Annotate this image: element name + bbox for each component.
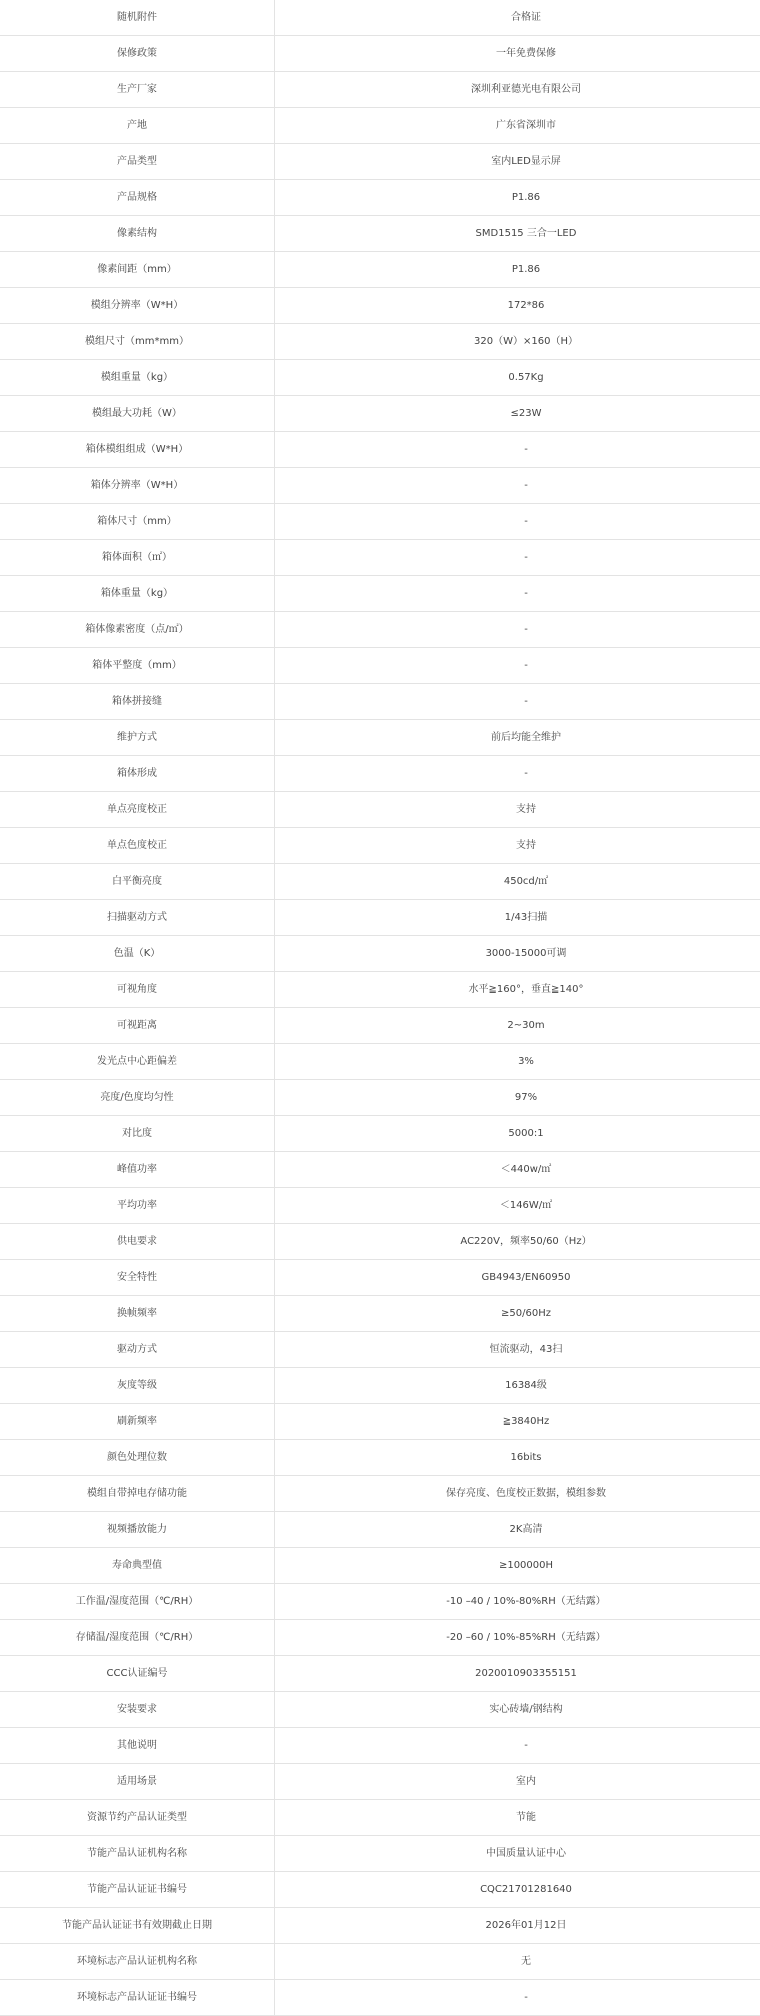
spec-label: 保修政策 bbox=[0, 36, 275, 72]
spec-label: 可视角度 bbox=[0, 972, 275, 1008]
spec-row bbox=[0, 1404, 760, 1440]
spec-row bbox=[0, 1872, 760, 1908]
spec-value: 前后均能全维护 bbox=[275, 720, 760, 756]
spec-row bbox=[0, 612, 760, 648]
spec-label: 亮度/色度均匀性 bbox=[0, 1080, 275, 1116]
spec-value: 室内LED显示屏 bbox=[275, 144, 760, 180]
spec-value: CQC21701281640 bbox=[275, 1872, 760, 1908]
spec-label: 换帧频率 bbox=[0, 1296, 275, 1332]
spec-value: 保存亮度、色度校正数据，模组参数 bbox=[275, 1476, 760, 1512]
spec-row bbox=[0, 108, 760, 144]
spec-value: -20 –60 / 10%-85%RH（无结露） bbox=[275, 1620, 760, 1656]
spec-label: 节能产品认证证书编号 bbox=[0, 1872, 275, 1908]
spec-value: 支持 bbox=[275, 828, 760, 864]
spec-row bbox=[0, 540, 760, 576]
spec-row bbox=[0, 180, 760, 216]
spec-value: 450cd/㎡ bbox=[275, 864, 760, 900]
spec-value: 室内 bbox=[275, 1764, 760, 1800]
spec-label: 箱体拼接缝 bbox=[0, 684, 275, 720]
spec-value: 深圳利亚德光电有限公司 bbox=[275, 72, 760, 108]
spec-row bbox=[0, 936, 760, 972]
spec-value: 一年免费保修 bbox=[275, 36, 760, 72]
spec-label: 可视距离 bbox=[0, 1008, 275, 1044]
spec-row bbox=[0, 468, 760, 504]
spec-label: 环境标志产品认证证书编号 bbox=[0, 1980, 275, 2016]
spec-value: - bbox=[275, 540, 760, 576]
spec-row bbox=[0, 1764, 760, 1800]
spec-label: 平均功率 bbox=[0, 1188, 275, 1224]
spec-row bbox=[0, 504, 760, 540]
spec-label: 模组分辨率（W*H） bbox=[0, 288, 275, 324]
spec-row bbox=[0, 1692, 760, 1728]
spec-label: 箱体重量（kg） bbox=[0, 576, 275, 612]
spec-row bbox=[0, 828, 760, 864]
spec-value: 恒流驱动，43扫 bbox=[275, 1332, 760, 1368]
spec-row bbox=[0, 144, 760, 180]
spec-label: 颜色处理位数 bbox=[0, 1440, 275, 1476]
spec-value: -10 –40 / 10%-80%RH（无结露） bbox=[275, 1584, 760, 1620]
spec-value: 320（W）×160（H） bbox=[275, 324, 760, 360]
spec-row bbox=[0, 1800, 760, 1836]
spec-value: 实心砖墙/钢结构 bbox=[275, 1692, 760, 1728]
spec-value: 广东省深圳市 bbox=[275, 108, 760, 144]
spec-value: 2~30m bbox=[275, 1008, 760, 1044]
spec-label: CCC认证编号 bbox=[0, 1656, 275, 1692]
spec-label: 单点亮度校正 bbox=[0, 792, 275, 828]
spec-label: 安全特性 bbox=[0, 1260, 275, 1296]
spec-label: 随机附件 bbox=[0, 0, 275, 36]
spec-row bbox=[0, 1008, 760, 1044]
spec-row bbox=[0, 0, 760, 36]
spec-row bbox=[0, 1080, 760, 1116]
spec-label: 适用场景 bbox=[0, 1764, 275, 1800]
spec-row bbox=[0, 360, 760, 396]
spec-label: 箱体形成 bbox=[0, 756, 275, 792]
spec-value: 合格证 bbox=[275, 0, 760, 36]
spec-row bbox=[0, 1332, 760, 1368]
spec-label: 模组尺寸（mm*mm） bbox=[0, 324, 275, 360]
spec-value: ＜440w/㎡ bbox=[275, 1152, 760, 1188]
spec-row bbox=[0, 72, 760, 108]
spec-label: 色温（K） bbox=[0, 936, 275, 972]
spec-value: 水平≧160°，垂直≧140° bbox=[275, 972, 760, 1008]
spec-row bbox=[0, 1476, 760, 1512]
spec-row bbox=[0, 1368, 760, 1404]
spec-value: - bbox=[275, 432, 760, 468]
spec-label: 节能产品认证机构名称 bbox=[0, 1836, 275, 1872]
spec-label: 单点色度校正 bbox=[0, 828, 275, 864]
spec-row bbox=[0, 720, 760, 756]
spec-row bbox=[0, 684, 760, 720]
spec-label: 视频播放能力 bbox=[0, 1512, 275, 1548]
spec-row bbox=[0, 756, 760, 792]
spec-row bbox=[0, 1908, 760, 1944]
spec-value: ≤23W bbox=[275, 396, 760, 432]
spec-row bbox=[0, 1584, 760, 1620]
spec-row bbox=[0, 1980, 760, 2016]
spec-value: ≥50/60Hz bbox=[275, 1296, 760, 1332]
spec-label: 模组最大功耗（W） bbox=[0, 396, 275, 432]
spec-value: 3000-15000可调 bbox=[275, 936, 760, 972]
spec-value: 节能 bbox=[275, 1800, 760, 1836]
spec-label: 产品规格 bbox=[0, 180, 275, 216]
spec-row bbox=[0, 216, 760, 252]
spec-label: 模组重量（kg） bbox=[0, 360, 275, 396]
spec-row bbox=[0, 1260, 760, 1296]
spec-value: ≥100000H bbox=[275, 1548, 760, 1584]
spec-row bbox=[0, 648, 760, 684]
spec-label: 发光点中心距偏差 bbox=[0, 1044, 275, 1080]
spec-label: 扫描驱动方式 bbox=[0, 900, 275, 936]
spec-row bbox=[0, 252, 760, 288]
spec-value: 97% bbox=[275, 1080, 760, 1116]
spec-row bbox=[0, 1944, 760, 1980]
spec-label: 箱体面积（㎡） bbox=[0, 540, 275, 576]
spec-label: 箱体分辨率（W*H） bbox=[0, 468, 275, 504]
spec-value: - bbox=[275, 1980, 760, 2016]
spec-label: 刷新频率 bbox=[0, 1404, 275, 1440]
spec-label: 供电要求 bbox=[0, 1224, 275, 1260]
spec-label: 产品类型 bbox=[0, 144, 275, 180]
spec-label: 白平衡亮度 bbox=[0, 864, 275, 900]
spec-row bbox=[0, 900, 760, 936]
spec-value: ≧3840Hz bbox=[275, 1404, 760, 1440]
spec-row bbox=[0, 1620, 760, 1656]
spec-row bbox=[0, 1836, 760, 1872]
spec-label: 峰值功率 bbox=[0, 1152, 275, 1188]
spec-label: 生产厂家 bbox=[0, 72, 275, 108]
spec-label: 对比度 bbox=[0, 1116, 275, 1152]
spec-value: 无 bbox=[275, 1944, 760, 1980]
spec-row bbox=[0, 1116, 760, 1152]
spec-label: 驱动方式 bbox=[0, 1332, 275, 1368]
spec-label: 寿命典型值 bbox=[0, 1548, 275, 1584]
spec-label: 像素间距（mm） bbox=[0, 252, 275, 288]
spec-value: P1.86 bbox=[275, 252, 760, 288]
spec-value: - bbox=[275, 648, 760, 684]
spec-label: 箱体像素密度（点/㎡） bbox=[0, 612, 275, 648]
spec-label: 存储温/湿度范围（℃/RH） bbox=[0, 1620, 275, 1656]
spec-label: 箱体尺寸（mm） bbox=[0, 504, 275, 540]
spec-row bbox=[0, 324, 760, 360]
spec-row bbox=[0, 432, 760, 468]
spec-value: AC220V，频率50/60（Hz） bbox=[275, 1224, 760, 1260]
spec-row bbox=[0, 1152, 760, 1188]
spec-row bbox=[0, 36, 760, 72]
spec-label: 产地 bbox=[0, 108, 275, 144]
spec-value: 3% bbox=[275, 1044, 760, 1080]
spec-label: 环境标志产品认证机构名称 bbox=[0, 1944, 275, 1980]
spec-row bbox=[0, 1548, 760, 1584]
spec-value: - bbox=[275, 468, 760, 504]
spec-value: 0.57Kg bbox=[275, 360, 760, 396]
spec-row bbox=[0, 576, 760, 612]
spec-value: 2020010903355151 bbox=[275, 1656, 760, 1692]
spec-value: - bbox=[275, 1728, 760, 1764]
spec-row bbox=[0, 864, 760, 900]
spec-value: - bbox=[275, 756, 760, 792]
spec-value: 1/43扫描 bbox=[275, 900, 760, 936]
spec-label: 模组自带掉电存储功能 bbox=[0, 1476, 275, 1512]
spec-label: 其他说明 bbox=[0, 1728, 275, 1764]
spec-label: 像素结构 bbox=[0, 216, 275, 252]
spec-value: 中国质量认证中心 bbox=[275, 1836, 760, 1872]
spec-label: 灰度等级 bbox=[0, 1368, 275, 1404]
spec-label: 箱体平整度（mm） bbox=[0, 648, 275, 684]
spec-value: - bbox=[275, 612, 760, 648]
spec-value: 5000:1 bbox=[275, 1116, 760, 1152]
spec-row bbox=[0, 1728, 760, 1764]
spec-row bbox=[0, 1188, 760, 1224]
spec-value: 172*86 bbox=[275, 288, 760, 324]
spec-value: 2026年01月12日 bbox=[275, 1908, 760, 1944]
spec-row bbox=[0, 792, 760, 828]
spec-value: P1.86 bbox=[275, 180, 760, 216]
spec-value: - bbox=[275, 684, 760, 720]
spec-value: 支持 bbox=[275, 792, 760, 828]
spec-value: 16384级 bbox=[275, 1368, 760, 1404]
spec-value: GB4943/EN60950 bbox=[275, 1260, 760, 1296]
spec-label: 箱体模组组成（W*H） bbox=[0, 432, 275, 468]
spec-row bbox=[0, 1044, 760, 1080]
spec-value: SMD1515 三合一LED bbox=[275, 216, 760, 252]
spec-label: 工作温/湿度范围（℃/RH） bbox=[0, 1584, 275, 1620]
spec-value: 2K高清 bbox=[275, 1512, 760, 1548]
spec-label: 维护方式 bbox=[0, 720, 275, 756]
spec-label: 资源节约产品认证类型 bbox=[0, 1800, 275, 1836]
spec-row bbox=[0, 1512, 760, 1548]
spec-row bbox=[0, 1224, 760, 1260]
spec-row bbox=[0, 1440, 760, 1476]
spec-value: - bbox=[275, 576, 760, 612]
spec-value: - bbox=[275, 504, 760, 540]
spec-value: ＜146W/㎡ bbox=[275, 1188, 760, 1224]
spec-row bbox=[0, 1656, 760, 1692]
spec-row bbox=[0, 1296, 760, 1332]
spec-row bbox=[0, 972, 760, 1008]
spec-value: 16bits bbox=[275, 1440, 760, 1476]
spec-row bbox=[0, 288, 760, 324]
spec-label: 安装要求 bbox=[0, 1692, 275, 1728]
spec-row bbox=[0, 396, 760, 432]
spec-label: 节能产品认证证书有效期截止日期 bbox=[0, 1908, 275, 1944]
